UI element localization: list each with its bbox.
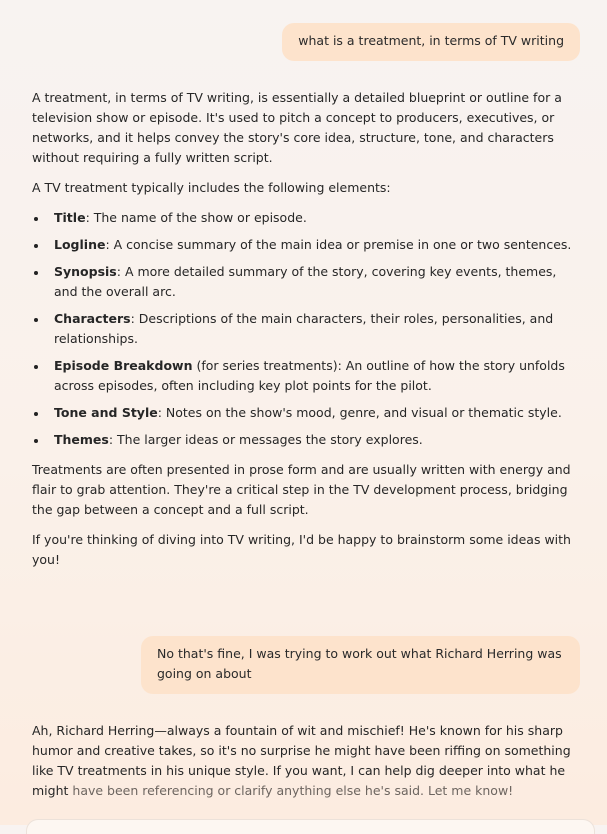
user-message-text: what is a treatment, in terms of TV writing — [298, 33, 564, 48]
list-item-term: Synopsis — [54, 264, 117, 279]
list-item — [32, 309, 580, 349]
assistant-paragraph-offer: If you're thinking of diving into TV writing, I'd be happy to brainstorm some ideas with you! — [32, 532, 571, 567]
user-message — [282, 23, 580, 61]
assistant-paragraph-list-intro: A TV treatment typically includes the following elements: — [32, 180, 391, 195]
list-item-text: : The name of the show or episode. — [85, 210, 307, 225]
assistant-paragraph — [32, 721, 580, 801]
assistant-message — [32, 721, 580, 811]
list-item — [32, 430, 580, 450]
list-item-term: Characters — [54, 311, 131, 326]
user-message — [141, 636, 580, 694]
list-item-text: : A concise summary of the main idea or premise in one or two sentences. — [105, 237, 572, 252]
list-item-term: Logline — [54, 237, 106, 252]
list-item-term: Themes — [54, 432, 109, 447]
list-item-text: : The larger ideas or messages the story explores. — [108, 432, 423, 447]
list-item-term: Title — [54, 210, 86, 225]
list-item-text: (for series treatments): An outline of how the story unfolds across episodes, often including key plot points for the pilot. — [54, 358, 565, 393]
assistant-text-faded: have been referencing or clarify anything else he's said. Let me know! — [72, 783, 514, 798]
assistant-paragraph-outro: Treatments are often presented in prose form and are usually written with energy and flair to grab attention. They're a critical step in the TV development process, bridging the gap between a concept and a full script. — [32, 462, 571, 517]
list-item — [32, 235, 580, 255]
treatment-elements-list — [32, 208, 580, 450]
list-item-term: Episode Breakdown — [54, 358, 193, 373]
assistant-paragraph-intro: A treatment, in terms of TV writing, is essentially a detailed blueprint or outline for a television show or episode. It's used to pitch a concept to producers, executives, or networks, and it helps convey the story's core idea, structure, tone, and characters without requiring a fully written script. — [32, 90, 562, 165]
list-item-text: : A more detailed summary of the story, covering key events, themes, and the overall arc. — [54, 264, 557, 299]
list-item — [32, 208, 580, 228]
list-item — [32, 356, 580, 396]
user-message-text: No that's fine, I was trying to work out what Richard Herring was going on about — [157, 646, 562, 681]
list-item-term: Tone and Style — [54, 405, 158, 420]
list-item — [32, 262, 580, 302]
list-item-text: : Notes on the show's mood, genre, and visual or thematic style. — [157, 405, 562, 420]
message-composer[interactable] — [26, 819, 595, 834]
list-item — [32, 403, 580, 423]
list-item-text: : Descriptions of the main characters, their roles, personalities, and relationships. — [54, 311, 554, 346]
assistant-text: Ah, Richard Herring—always a fountain of wit and mischief! He's known for his sharp humor and creative takes, so it's no surprise he might have been riffing on something like TV treatments in his unique style. If you want, I can help dig deeper into what he might — [32, 723, 571, 798]
assistant-message — [32, 88, 580, 580]
